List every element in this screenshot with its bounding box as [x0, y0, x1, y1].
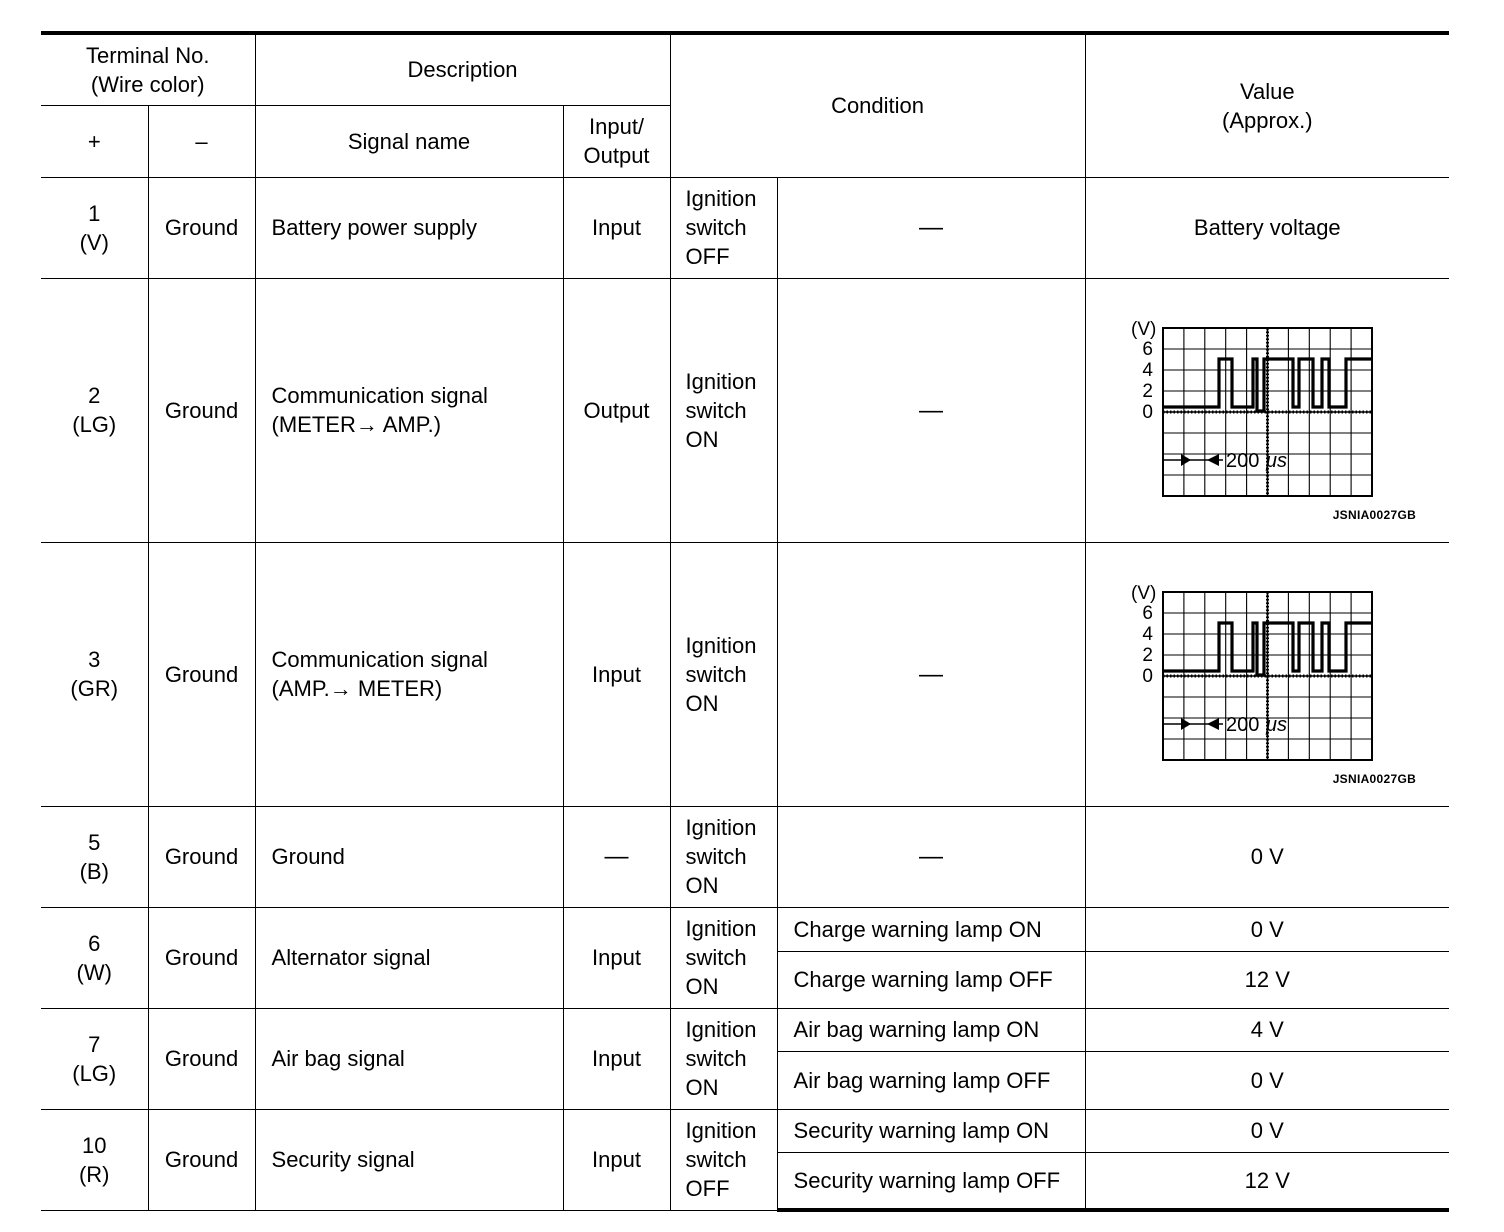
signal-name-cell: Communication signal (AMP.→ METER) [255, 542, 563, 806]
condition-cell: — [777, 278, 1085, 542]
io-cell: Input [563, 1008, 670, 1109]
ignition-cell: Ignition switch ON [670, 278, 777, 542]
value-cell [1085, 542, 1449, 806]
waveform-figure [1086, 279, 1450, 542]
io-cell: Input [563, 542, 670, 806]
y-tick-label: 0 [1141, 665, 1153, 687]
header-signal-name: Signal name [255, 105, 563, 177]
terminal-cell: 1 (V) [41, 177, 148, 278]
ground-cell: Ground [148, 177, 255, 278]
header-terminal-no: Terminal No. (Wire color) [41, 33, 255, 105]
terminal-cell: 3 (GR) [41, 542, 148, 806]
ground-cell: Ground [148, 806, 255, 907]
condition-cell: — [777, 177, 1085, 278]
ignition-cell: Ignition switch ON [670, 542, 777, 806]
header-description: Description [255, 33, 670, 105]
condition-cell: Air bag warning lamp OFF [777, 1051, 1085, 1109]
ground-cell: Ground [148, 1109, 255, 1210]
time-unit-label: μs [1265, 713, 1287, 736]
y-tick-label: 4 [1141, 623, 1153, 645]
y-unit-label: (V) [1130, 582, 1156, 604]
ignition-cell: Ignition switch ON [670, 1008, 777, 1109]
condition-cell: — [777, 542, 1085, 806]
value-cell: 12 V [1085, 951, 1449, 1008]
condition-cell: Security warning lamp OFF [777, 1152, 1085, 1210]
table-row [41, 278, 1449, 542]
terminal-cell: 10 (R) [41, 1109, 148, 1210]
time-unit-label: μs [1265, 449, 1287, 472]
terminal-cell: 5 (B) [41, 806, 148, 907]
table-row [41, 1008, 1449, 1051]
signal-name-cell: Security signal [255, 1109, 563, 1210]
ground-cell: Ground [148, 278, 255, 542]
time-arrow-right-icon [1181, 454, 1191, 466]
header-value: Value (Approx.) [1085, 33, 1449, 177]
condition-cell: Air bag warning lamp ON [777, 1008, 1085, 1051]
table-row [41, 1109, 1449, 1152]
waveform-figure [1086, 543, 1450, 806]
time-span-label: 200 [1225, 713, 1259, 736]
ignition-cell: Ignition switch OFF [670, 1109, 777, 1210]
y-tick-label: 2 [1141, 644, 1153, 666]
ground-cell: Ground [148, 542, 255, 806]
signal-name-cell: Communication signal (METER→ AMP.) [255, 278, 563, 542]
value-cell: 0 V [1085, 806, 1449, 907]
io-cell: Input [563, 177, 670, 278]
time-arrow-right-icon [1181, 718, 1191, 730]
terminal-cell: 7 (LG) [41, 1008, 148, 1109]
header-minus: – [148, 105, 255, 177]
value-cell: 0 V [1085, 1109, 1449, 1152]
y-tick-label: 0 [1141, 401, 1153, 423]
value-cell [1085, 278, 1449, 542]
condition-cell: Charge warning lamp OFF [777, 951, 1085, 1008]
condition-cell: — [777, 806, 1085, 907]
value-cell: 12 V [1085, 1152, 1449, 1210]
ignition-cell: Ignition switch ON [670, 806, 777, 907]
terminal-cell: 6 (W) [41, 907, 148, 1008]
io-cell: Output [563, 278, 670, 542]
condition-cell: Charge warning lamp ON [777, 907, 1085, 951]
value-cell: 0 V [1085, 907, 1449, 951]
ground-cell: Ground [148, 1008, 255, 1109]
header-condition: Condition [670, 33, 1085, 177]
ground-cell: Ground [148, 907, 255, 1008]
y-tick-label: 6 [1141, 602, 1153, 624]
signal-name-cell: Air bag signal [255, 1008, 563, 1109]
figure-id: JSNIA0027GB [1332, 507, 1417, 522]
time-span-label: 200 [1225, 449, 1259, 472]
header-plus: + [41, 105, 148, 177]
signal-name-cell: Battery power supply [255, 177, 563, 278]
y-tick-label: 4 [1141, 359, 1153, 381]
signal-name-cell: Ground [255, 806, 563, 907]
signal-name-cell: Alternator signal [255, 907, 563, 1008]
io-cell: Input [563, 907, 670, 1008]
header-input-output: Input/ Output [563, 105, 670, 177]
io-cell: Input [563, 1109, 670, 1210]
terminal-cell: 2 (LG) [41, 278, 148, 542]
table-row [41, 542, 1449, 806]
value-cell: Battery voltage [1085, 177, 1449, 278]
value-cell: 4 V [1085, 1008, 1449, 1051]
y-unit-label: (V) [1130, 318, 1156, 340]
time-arrow-left-icon [1207, 718, 1219, 730]
io-cell: — [563, 806, 670, 907]
value-cell: 0 V [1085, 1051, 1449, 1109]
table-row [41, 907, 1449, 951]
figure-id: JSNIA0027GB [1332, 771, 1417, 786]
terminal-spec-table [41, 31, 1449, 1212]
y-tick-label: 6 [1141, 338, 1153, 360]
ignition-cell: Ignition switch OFF [670, 177, 777, 278]
y-tick-label: 2 [1141, 380, 1153, 402]
ignition-cell: Ignition switch ON [670, 907, 777, 1008]
table-row [41, 177, 1449, 278]
condition-cell: Security warning lamp ON [777, 1109, 1085, 1152]
time-arrow-left-icon [1207, 454, 1219, 466]
table-row [41, 806, 1449, 907]
